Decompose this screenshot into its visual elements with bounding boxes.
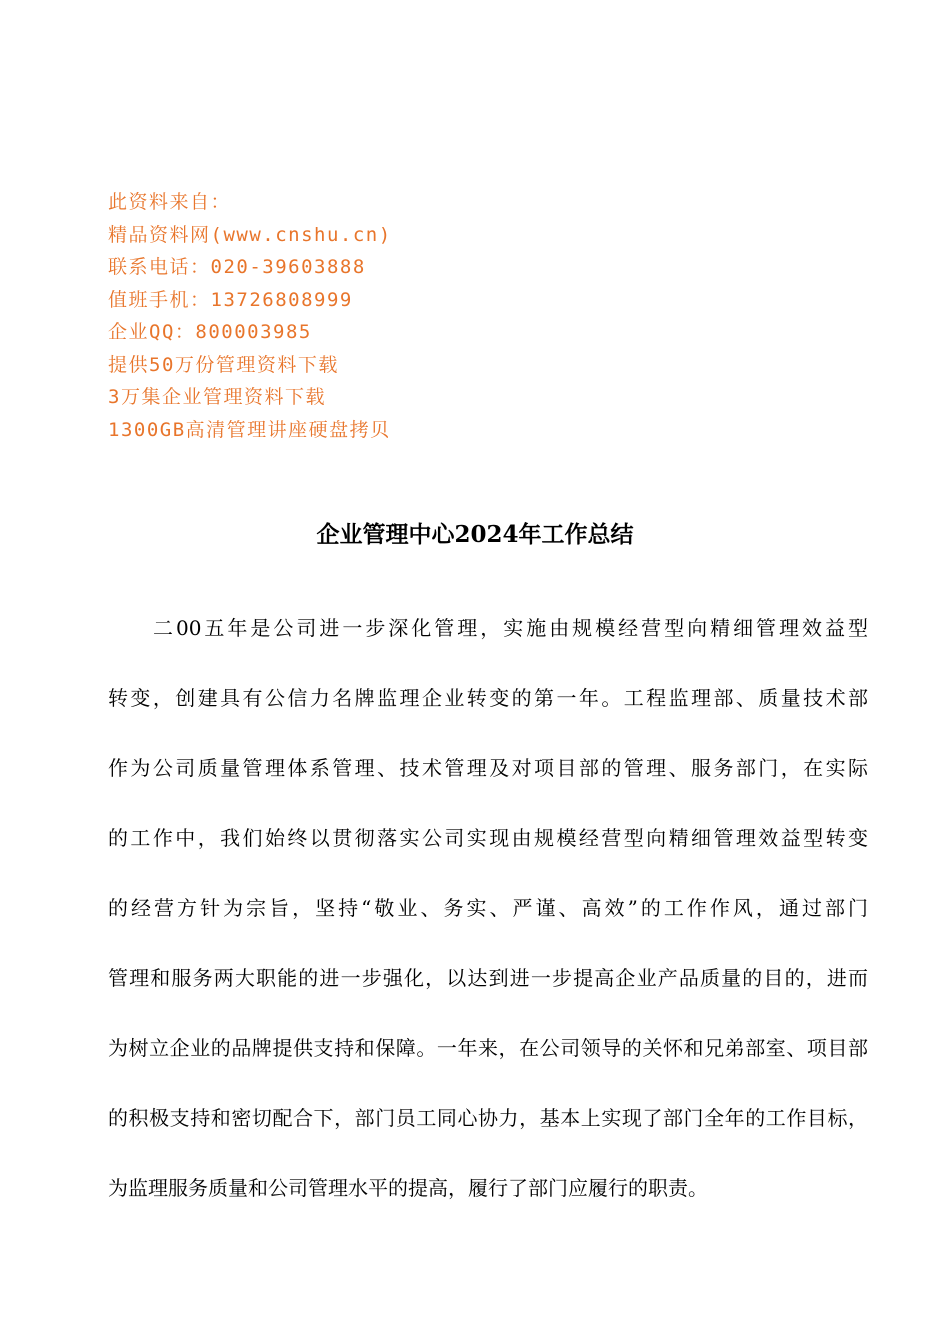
paragraph-line: 转变，创建具有公信力名牌监理企业转变的第一年。工程监理部、质量技术部 xyxy=(108,686,868,710)
paragraph-line: 作为公司质量管理体系管理、技术管理及对项目部的管理、服务部门，在实际 xyxy=(108,756,868,780)
paragraph-line: 的经营方针为宗旨，坚持“敬业、务实、严谨、高效”的工作作风，通过部门 xyxy=(108,896,868,920)
paragraph-line: 为监理服务质量和公司管理水平的提高，履行了部门应履行的职责。 xyxy=(108,1176,708,1200)
paragraph-line: 的工作中，我们始终以贯彻落实公司实现由规模经营型向精细管理效益型转变 xyxy=(108,826,868,850)
source-line-website: 精品资料网(www.cnshu.cn) xyxy=(108,223,392,246)
source-line-mobile: 值班手机：13726808999 xyxy=(108,288,353,311)
source-line-qq: 企业QQ：800003985 xyxy=(108,321,312,343)
source-line-phone: 联系电话：020-39603888 xyxy=(108,256,366,278)
source-line-offer-1: 提供50万份管理资料下载 xyxy=(108,353,339,376)
source-line-offer-2: 3万集企业管理资料下载 xyxy=(108,386,326,408)
document-title: 企业管理中心2024年工作总结 xyxy=(316,521,634,548)
source-line-offer-3: 1300GB高清管理讲座硬盘拷贝 xyxy=(108,418,391,441)
paragraph-line: 二00五年是公司进一步深化管理，实施由规模经营型向精细管理效益型 xyxy=(153,616,868,640)
paragraph-line: 为树立企业的品牌提供支持和保障。一年来，在公司领导的关怀和兄弟部室、项目部 xyxy=(108,1036,868,1060)
paragraph-line: 管理和服务两大职能的进一步强化，以达到进一步提高企业产品质量的目的，进而 xyxy=(108,966,868,990)
source-line-from: 此资料来自： xyxy=(108,191,232,213)
paragraph-line: 的积极支持和密切配合下，部门员工同心协力，基本上实现了部门全年的工作目标， xyxy=(108,1106,868,1130)
source-info-block xyxy=(108,186,628,446)
body-paragraph xyxy=(108,608,868,1238)
